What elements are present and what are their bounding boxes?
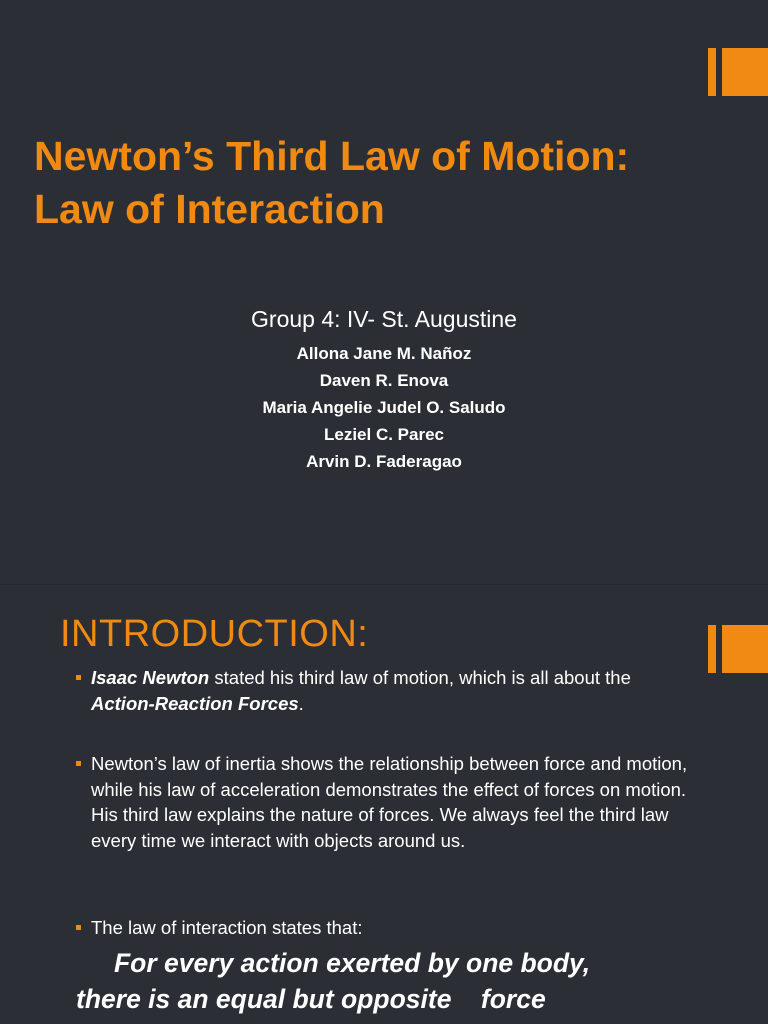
quote-line-1: For every action exerted by one body, <box>114 948 591 978</box>
bullet-text <box>76 665 696 716</box>
bullet-item <box>76 665 696 716</box>
member-name: Arvin D. Faderagao <box>306 452 462 471</box>
law-quote <box>76 945 756 1017</box>
member-name: Leziel C. Parec <box>323 425 444 444</box>
bullet-square-icon <box>76 761 81 766</box>
member-name: Maria Angelie Judel O. Saludo <box>262 398 506 417</box>
emphasis-term: Action-Reaction Forces <box>91 692 299 714</box>
accent-bar-thick <box>722 625 768 673</box>
section-heading: INTRODUCTION: <box>60 613 369 655</box>
bullet-text-part: stated his third law of motion, which is all about the <box>209 667 631 688</box>
accent-bar-thick <box>722 48 768 96</box>
quote-line-2: there is an equal but opposite force <box>76 984 546 1014</box>
accent-bar-thin <box>708 625 716 673</box>
slide-title-line-1: Newton’s Third Law of Motion: <box>34 133 630 179</box>
member-list <box>0 340 768 475</box>
member-name: Daven R. Enova <box>319 371 449 390</box>
bullet-square-icon <box>76 675 81 680</box>
bullet-text-part: . <box>298 692 304 714</box>
introduction-slide <box>0 585 768 1024</box>
accent-bar-decoration <box>708 625 768 673</box>
bullet-text: The law of interaction states that: <box>91 917 363 938</box>
accent-bar-decoration <box>708 48 768 96</box>
bullet-text: Newton’s law of inertia shows the relationship between force and motion, while his law of acceleration demonstrates the effect of forces on motion. His third law explains the nature of forces. We always feel the third law every time we interact with objects around us. <box>91 753 688 851</box>
bullet-item <box>76 915 696 941</box>
slide-title <box>34 130 734 236</box>
member-name: Allona Jane M. Nañoz <box>296 344 472 363</box>
bullet-square-icon <box>76 925 81 930</box>
accent-bar-thin <box>708 48 716 96</box>
slide-title-line-2: Law of Interaction <box>34 186 385 232</box>
emphasis-name: Isaac Newton <box>91 667 210 688</box>
group-label: Group 4: IV- St. Augustine <box>251 306 517 332</box>
bullet-item <box>76 751 696 853</box>
